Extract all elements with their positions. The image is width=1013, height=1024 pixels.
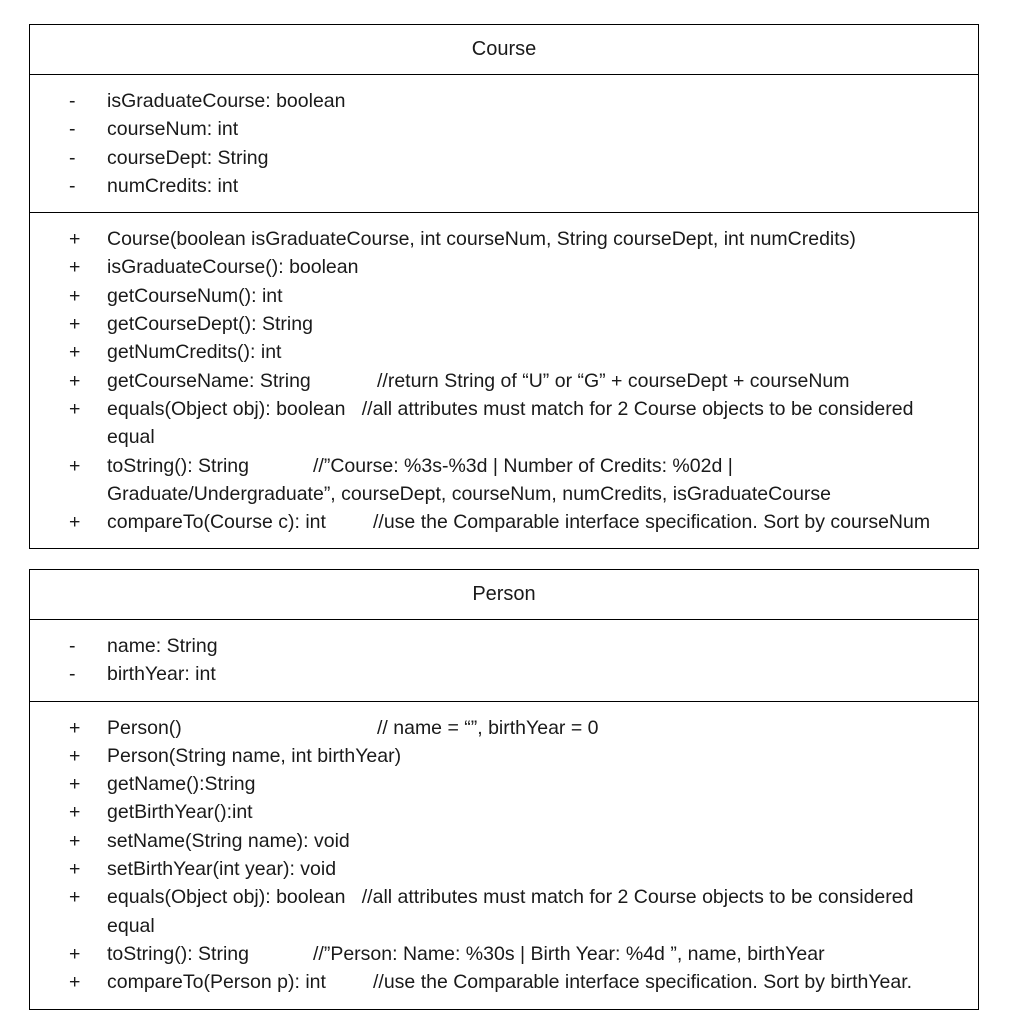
person-attribute-row [30,632,978,660]
method-signature: Person(String name, int birthYear) [107,744,402,767]
method-signature: getNumCredits(): int [107,341,282,364]
method-signature: compareTo(Course c): int [107,511,326,534]
course-attribute-row [30,172,978,200]
public-symbol: + [69,313,81,336]
person-method-row [30,883,978,940]
private-symbol: - [69,90,76,112]
private-symbol: - [69,146,76,169]
method-comment: //use the Comparable interface specification. Sort by birthYear. [373,971,913,994]
method-signature: getName():String [107,773,256,796]
person-class-title: Person [30,570,978,620]
public-symbol: + [69,511,81,534]
method-signature: getCourseName: String [107,369,311,392]
method-comment: //use the Comparable interface specification. Sort by courseNum [373,511,931,534]
private-symbol: - [69,118,76,141]
course-method-row [30,508,978,536]
method-signature: Course(boolean isGraduateCourse, int courseNum, String courseDept, int numCredits) [107,228,856,251]
person-attribute-row [30,660,978,688]
person-method-row [30,714,978,742]
method-comment: //all attributes must match for 2 Course objects to be considered equal [107,397,914,449]
attribute-text: courseDept: String [107,146,269,169]
public-symbol: + [69,829,81,852]
method-signature: getCourseDept(): String [107,313,313,336]
public-symbol: + [69,228,81,251]
person-method-row [30,855,978,883]
method-comment: //all attributes must match for 2 Course objects to be considered equal [107,886,914,937]
method-comment: // name = “”, birthYear = 0 [377,716,599,739]
method-signature: setBirthYear(int year): void [107,858,337,881]
public-symbol: + [69,773,81,796]
method-signature: setName(String name): void [107,829,350,852]
method-signature: toString(): String [107,942,249,965]
public-symbol: + [69,744,81,767]
method-comment: //”Course: %3s-%3d | Number of Credits: %02d | Graduate/Undergraduate”, courseDept, courseNum, numCredits, isGraduateCourse [107,454,832,505]
course-method-row [30,338,978,366]
method-signature: toString(): String [107,454,249,477]
person-method-row [30,798,978,826]
course-attribute-row [30,144,978,172]
person-method-row [30,940,978,968]
course-method-row [30,452,978,509]
attribute-text: isGraduateCourse: boolean [107,90,346,112]
method-signature: Person() [107,716,182,739]
person-method-row [30,770,978,798]
public-symbol: + [69,716,81,739]
public-symbol: + [69,256,81,279]
public-symbol: + [69,284,81,307]
course-class-title: Course [30,25,978,75]
attribute-text: name: String [107,635,218,657]
public-symbol: + [69,886,81,909]
private-symbol: - [69,663,76,686]
person-method-row [30,742,978,770]
course-methods-section [30,212,978,548]
public-symbol: + [69,341,81,364]
course-method-row [30,282,978,310]
method-signature: getCourseNum(): int [107,284,283,307]
course-attribute-row [30,115,978,143]
person-methods-section [30,701,978,1009]
course-method-row [30,253,978,281]
person-method-row [30,827,978,855]
public-symbol: + [69,942,81,965]
public-symbol: + [69,369,81,392]
course-method-row [30,225,978,253]
public-symbol: + [69,801,81,824]
method-signature: compareTo(Person p): int [107,971,326,994]
course-method-row [30,395,978,452]
course-method-row [30,367,978,395]
attribute-text: courseNum: int [107,118,239,141]
person-attributes-section [30,620,978,701]
private-symbol: - [69,635,76,657]
method-signature: getBirthYear():int [107,801,253,824]
person-method-row [30,968,978,996]
course-attributes-section [30,75,978,212]
public-symbol: + [69,454,81,477]
method-signature: equals(Object obj): boolean [107,397,346,420]
public-symbol: + [69,971,81,994]
public-symbol: + [69,858,81,881]
method-signature: equals(Object obj): boolean [107,886,346,909]
method-signature: isGraduateCourse(): boolean [107,256,359,279]
public-symbol: + [69,397,81,420]
course-attribute-row [30,87,978,115]
method-comment: //”Person: Name: %30s | Birth Year: %4d ”, name, birthYear [313,942,825,965]
course-method-row [30,310,978,338]
private-symbol: - [69,174,76,197]
method-comment: //return String of “U” or “G” + courseDept + courseNum [377,369,850,392]
person-class-box [29,569,979,1010]
attribute-text: birthYear: int [107,663,216,686]
course-class-box [29,24,979,549]
attribute-text: numCredits: int [107,174,239,197]
